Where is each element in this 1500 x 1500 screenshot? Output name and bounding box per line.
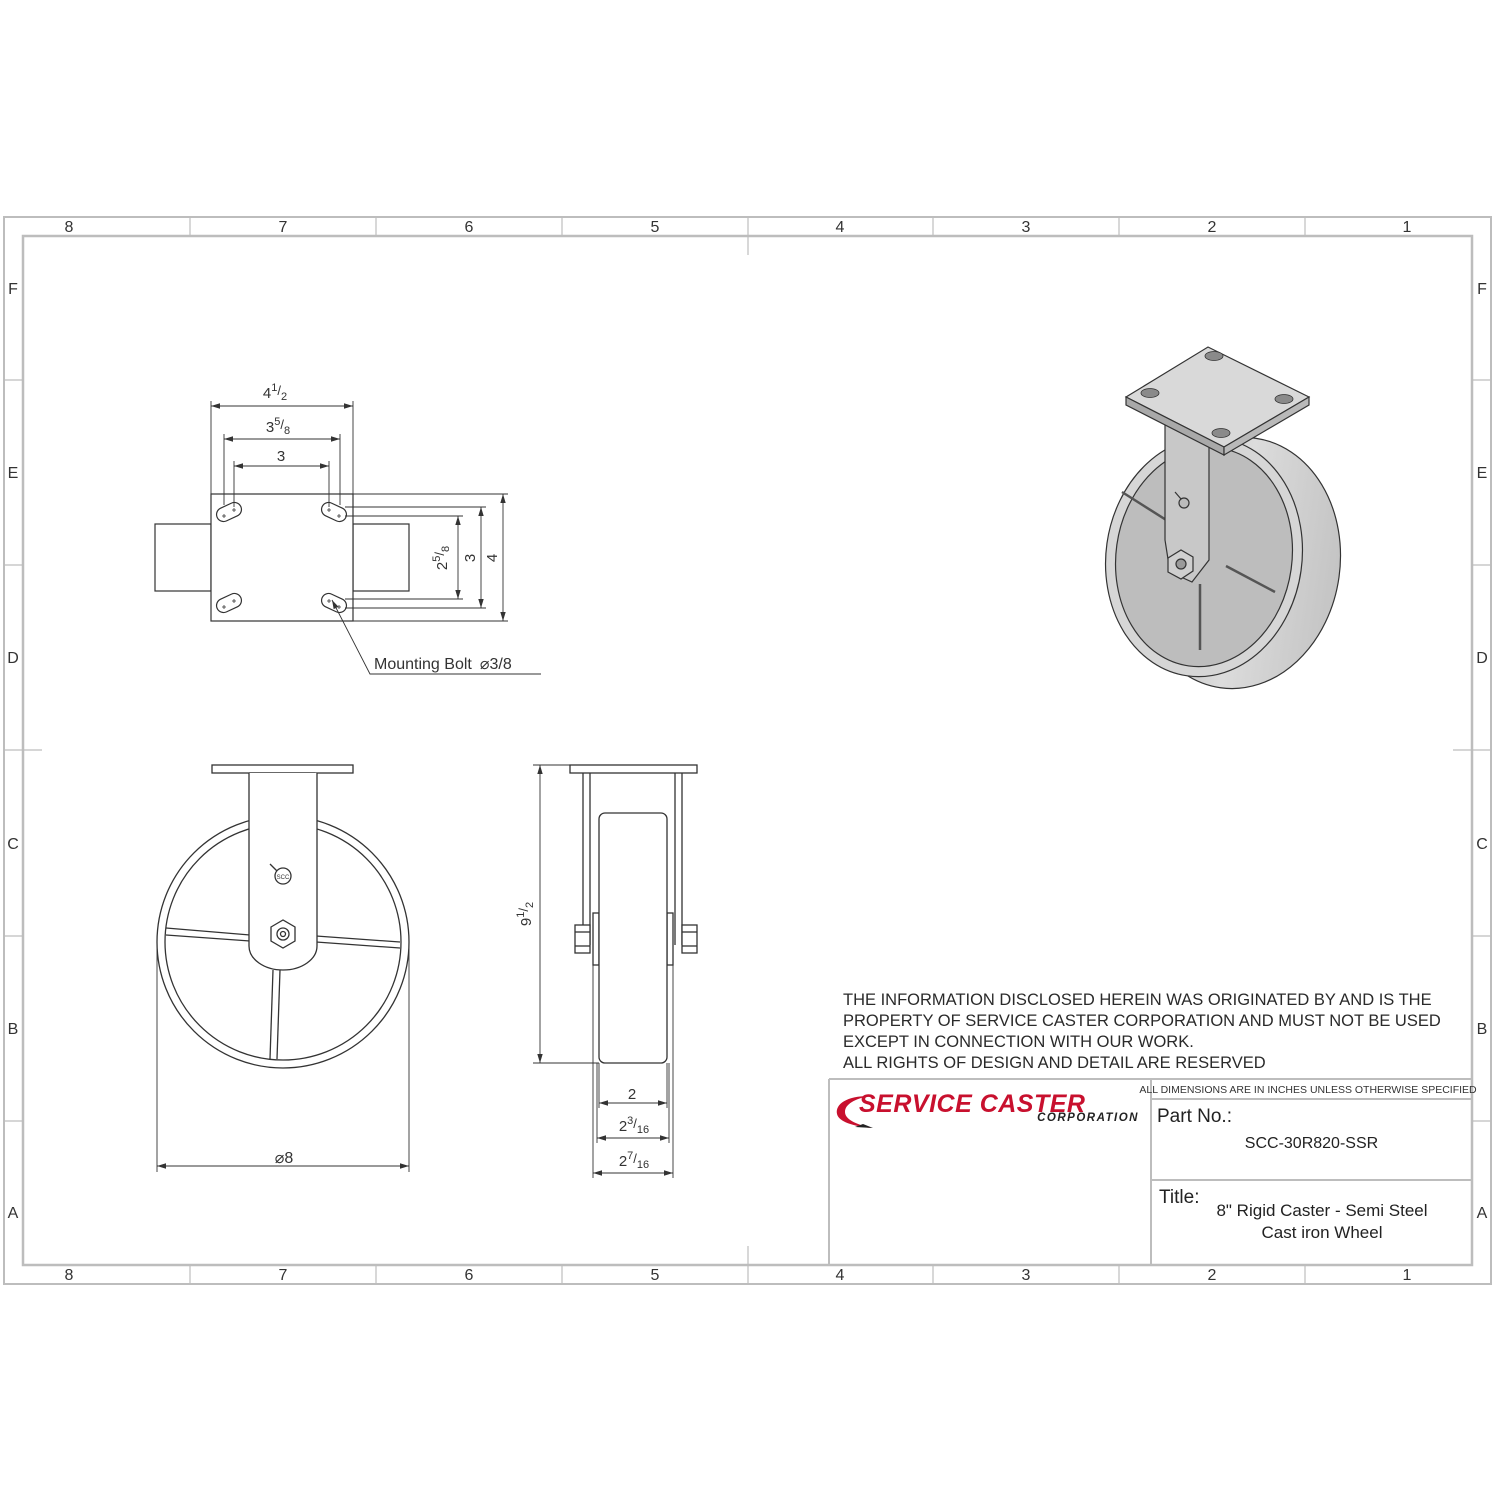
axle-nut [271,920,295,948]
zone-label: C [7,836,19,853]
title-label: Title: [1159,1187,1200,1208]
zone-column-labels-top [65,219,1412,236]
disclaimer-line: THE INFORMATION DISCLOSED HEREIN WAS ORIGINATED BY AND IS THE [843,991,1432,1009]
zone-label: E [7,465,19,482]
dim-hole-spacing-outer: $3^5/_8$ [265,416,291,437]
zone-label: 4 [835,1267,845,1284]
part-number-label: Part No.: [1157,1106,1232,1127]
dim-plate-width: $4^1/_2$ [262,382,288,403]
zone-label: 2 [1207,1267,1217,1284]
zone-label: 7 [278,219,288,236]
dim-hole-spacing-inner: 3 [276,448,286,465]
zone-row-labels-left [7,281,19,1222]
zone-label: B [7,1021,19,1038]
zone-label: A [1476,1205,1488,1222]
zone-label: 5 [650,219,660,236]
title-line-1: 8" Rigid Caster - Semi Steel [1216,1201,1428,1220]
dim-overall-width: $2^7/_{16}$ [618,1150,650,1171]
disclaimer-line: EXCEPT IN CONNECTION WITH OUR WORK. [843,1033,1194,1051]
dim-hole-vertical: 3 [462,553,479,563]
dim-plate-vertical: 4 [484,553,501,563]
zone-label: 3 [1021,1267,1031,1284]
zone-label: 8 [64,1267,74,1284]
zone-row-labels-right [1476,281,1488,1222]
service-caster-logo [833,1090,1145,1132]
zone-label: F [8,281,18,298]
zone-label: 2 [1207,219,1217,236]
dim-overall-height: $9^1/_2$ [515,901,536,927]
zone-label: D [1476,650,1488,667]
disclaimer-line: PROPERTY OF SERVICE CASTER CORPORATION AND MUST NOT BE USED [843,1012,1441,1030]
logo-sub-text: CORPORATION [1037,1112,1139,1124]
title-line-2: Cast iron Wheel [1261,1223,1383,1242]
part-number-value: SCC-30R820-SSR [1244,1135,1379,1152]
dim-wheel-diameter: ⌀8 [274,1150,294,1167]
mounting-bolt-label: Mounting Bolt ⌀3/8 [374,656,512,673]
disclaimer-block [843,990,1443,1074]
zone-label: 5 [650,1267,660,1284]
zone-column-labels-bottom [65,1267,1412,1284]
disclaimer-line: ALL RIGHTS OF DESIGN AND DETAIL ARE RESERVED [843,1054,1266,1072]
front-view [157,765,409,1068]
zone-label: C [1476,836,1488,853]
dim-slot-vertical: $2^5/_8$ [431,545,452,571]
dim-tread-width: 2 [627,1086,637,1103]
dim-hub-width: $2^3/_{16}$ [618,1115,650,1136]
zone-label: D [7,650,19,667]
zone-label: 8 [64,219,74,236]
zone-label: 1 [1402,219,1412,236]
hub-stamp-text: SCC [276,875,290,881]
front-view-dimensions [157,946,409,1172]
logo-main-text: SERVICE CASTER [859,1090,1086,1118]
top-view [155,494,409,621]
zone-label: E [1476,465,1488,482]
side-view [570,765,697,1063]
isometric-view [1090,347,1356,702]
zone-label: F [1477,281,1487,298]
zone-label: 3 [1021,219,1031,236]
zone-label: 4 [835,219,845,236]
zone-label: 6 [464,219,474,236]
zone-label: 7 [278,1267,288,1284]
zone-label: A [7,1205,19,1222]
zone-label: 6 [464,1267,474,1284]
zone-label: 1 [1402,1267,1412,1284]
units-note: ALL DIMENSIONS ARE IN INCHES UNLESS OTHERWISE SPECIFIED [1139,1084,1477,1096]
zone-label: B [1476,1021,1488,1038]
